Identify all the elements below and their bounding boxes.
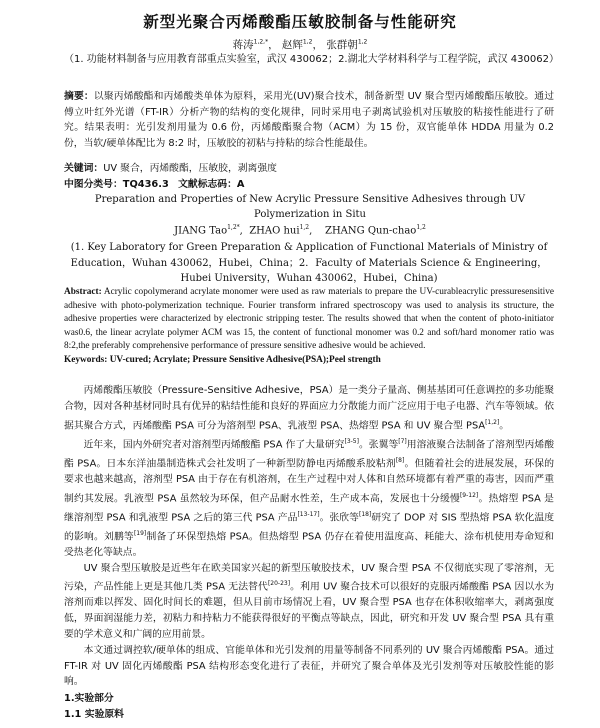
abstract-en-label: Abstract: (64, 287, 102, 297)
citation: [8] (395, 456, 405, 464)
abstract-en-text: Acrylic copolymerand acrylate monomer were used as raw materials to prepare the UV-curableacrylic pressuresensitive adhesive with photo-polymerization technique. Fourier transform infrared spectroscopy was used to analysis its structure, the adhesive properties were characterized by electronic stripping tester. The results showed that when the content of photo-initiator was0.6, the linear acrylate polymer ACM was 15, the content of functional monomer was 0.2 and soft/hard monomer ratio was 8:2,the preferably comprehensive performance of pressure sensitive adhesive would be achieved. (64, 287, 554, 352)
subsection-heading: 1.1 实验原料 (64, 709, 124, 720)
p2-text: 。张翼等 (358, 438, 399, 450)
author-cn: 赵辉 (281, 39, 303, 51)
affiliation-en: (1. Key Laboratory for Green Preparation & Application of Functional Materials of Ministry of Education，Wuhan 430062，Hubei，China；2．Faculty of Materials Science & Engineering，Hubei University，Wuhan 430062，Hubei，China) (70, 242, 548, 284)
author-en: ZHAO hui (249, 225, 300, 237)
author-en: ZHANG Qun-chao (325, 225, 417, 237)
paper-title-cn: 新型光聚合丙烯酸酯压敏胶制备与性能研究 (143, 13, 457, 31)
citation: [1,2] (485, 418, 500, 426)
citation: [20-23] (267, 580, 291, 588)
clc-value: TQ436.3 (122, 179, 169, 190)
clc-label: 中图分类号： (64, 179, 123, 190)
citation: [3-5] (344, 437, 359, 445)
classification-cn (64, 176, 554, 190)
author-en-sup: 1,2* (227, 224, 240, 231)
paragraph-1 (64, 383, 554, 434)
p2-text: 近年来，国内外研究者对溶剂型丙烯酸酯 PSA 作了大量研究 (83, 438, 345, 450)
author-cn-sup: 1,2 (302, 38, 313, 46)
p2-text: 制备了环保型热熔 PSA。但热熔型 PSA 仍存在着使用温度高、耗能大、涂布机使用寿命短和受热老化等缺点。 (64, 530, 555, 558)
citation: [7] (398, 437, 407, 445)
keywords-cn (64, 160, 554, 174)
p3-text: 。利用 UV 聚合技术可以很好的克服丙烯酸酯 PSA 因以水为溶剂而难以挥发、固化时间长的难题，但从目前市场情况上看，UV 聚合型 PSA 也存在体积收缩率大，剥离强度低，界面润湿能力差，初粘力和持粘力不能获得很好的平衡点等缺点，因此，研究和开发 UV 聚合型 PSA 具有重要的学术意义和广阔的应用前景。 (64, 581, 554, 641)
p1-end: 。 (499, 419, 510, 431)
keywords-cn-text: UV 聚合，丙烯酸酯，压敏胶，剥离强度 (103, 163, 277, 174)
section-heading: 1.实验部分 (64, 693, 114, 704)
author-cn: 张群朝 (326, 39, 358, 51)
citation: [19] (133, 529, 147, 537)
p2-text: 用溶液聚合法制备了溶剂型丙烯酸酯 PSA。日本东洋油墨制造株式会社发明了一种新型防静电丙烯酸系胶粘剂 (64, 438, 555, 469)
author-en: JIANG Tao (174, 225, 228, 237)
authors-cn: 蒋涛$^{1,2,*}$， 赵辉$^{1,2}$， 张群朝$^{1,2}$ (232, 38, 368, 51)
doc-code-label: 文献标志码： (178, 179, 237, 190)
body-text (64, 383, 554, 690)
paragraph-2 (64, 434, 554, 561)
affiliation-cn: （1. 功能材料制备与应用教育部重点实验室，武汉 430062；2.湖北大学材料科学与工程学院，武汉 430062） (64, 54, 559, 65)
keywords-cn-label: 关键词： (64, 163, 104, 174)
abstract-cn (64, 89, 554, 151)
p2-text: 。热熔型 PSA 是继溶剂型 PSA 和乳液型 PSA 之后的第三代 PSA 产品 (64, 492, 554, 523)
p2-text: 研究了 DOP 对 SIS 型热熔 PSA 软化温度的影响。刘鹏等 (64, 511, 555, 542)
abstract-cn-label: 摘要： (64, 91, 94, 102)
p2-text: 。张欣等 (319, 511, 359, 523)
paragraph-4: 本文通过调控软/硬单体的组成、官能单体和光引发剂的用量等制备不同系列的 UV 聚合丙烯酸酯 PSA。通过 FT-IR 对 UV 固化丙烯酸酯 PSA 结构形态变化进行了表征，并研究了聚合单体及光引发剂等对压敏胶性能的影响。 (64, 644, 554, 688)
author-en-sup: 1,2 (299, 224, 310, 231)
author-cn: 蒋涛 (232, 39, 254, 51)
abstract-en (64, 286, 554, 354)
author-cn-sup: 1,2,* (253, 38, 269, 46)
author-en-sup: 1,2 (416, 224, 426, 231)
keywords-en-label: Keywords: (64, 355, 108, 365)
doc-code-value: A (236, 179, 245, 190)
citation: [18] (358, 510, 372, 518)
p2-text: 。但随着社会的进展发展，环保的要求也越来越高，溶剂型 PSA 由于存在有机溶剂，在生产过程中对人体和自然环境都有着严重的毒害，因而严重制约其发展。乳液型 PSA 虽然较为环保，但产品耐水性差，生产成本高，发展也十分缓慢 (64, 457, 555, 504)
keywords-en (64, 355, 554, 365)
authors-en: JIANG Tao$^{1,2*}$, ZHAO hui$^{1,2}$, ZHANG Qun-chao$^{1,2}$ (174, 224, 426, 237)
p3-text: UV 聚合型压敏胶是近些年在欧美国家兴起的新型压敏胶技术，UV 聚合型 PSA 不仅彻底实现了零溶剂，无污染，产品性能上更是其他几类 PSA 无法替代 (64, 562, 554, 593)
keywords-en-text: UV-cured; Acrylate; Pressure Sensitive Adhesive(PSA);Peel strength (107, 355, 381, 365)
citation: [9-12] (459, 491, 479, 499)
abstract-cn-text: 以聚丙烯酸酯和丙烯酸类单体为原料，采用光(UV)聚合技术，制备新型 UV 聚合型丙烯酸酯压敏胶。通过傅立叶红外光谱（FT-IR）分析产物的结构的变化规律，同时采用电子剥离试验机对压敏胶的粘接性能进行了研究。结果表明：光引发剂用量为 0.6 份，丙烯酸酯聚合物（ACM）为 15 份，双官能单体 HDDA 用量为 0.2 份，当软/硬单体配比为 8:2 时，压敏胶的初粘与持粘的综合性能最佳。 (64, 91, 554, 149)
p1-text: 丙烯酸酯压敏胶（Pressure-Sensitive Adhesive，PSA）是一类分子量高、侧基基团可任意调控的多功能聚合物，因对各种基材同时具有优异的粘结性能和良好的界面应力分散能力而广泛应用于电子电器、汽车等领域。依据其聚合方式，丙烯酸酯 PSA 可分为溶剂型 PSA、乳液型 PSA、热熔型 PSA 和 UV 聚合型 PSA (64, 385, 554, 431)
paper-title-en: Preparation and Properties of New Acrylic Pressure Sensitive Adhesives through UV Polymerization in Situ (94, 194, 526, 220)
citation: [13-17] (297, 510, 320, 518)
author-cn-sup: 1,2 (357, 38, 368, 46)
paragraph-3 (64, 561, 554, 643)
